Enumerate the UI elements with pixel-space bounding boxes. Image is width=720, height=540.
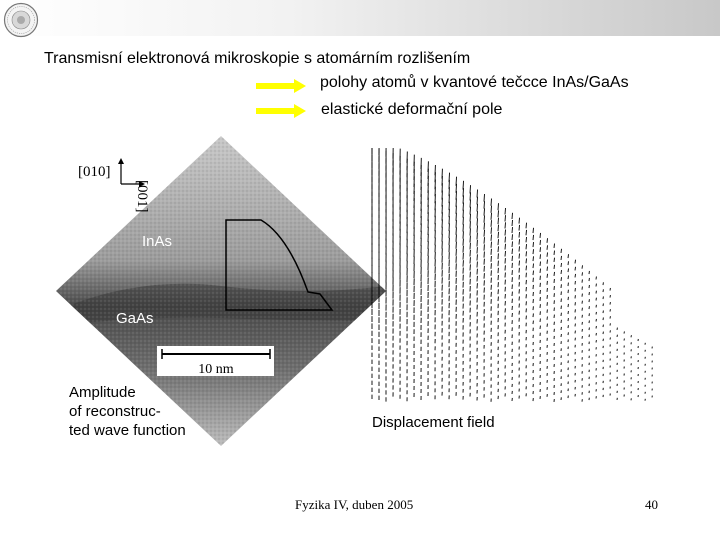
displacement-vector — [568, 268, 569, 272]
displacement-vector — [463, 195, 464, 203]
displacement-vector — [512, 241, 513, 247]
displacement-vector — [498, 218, 499, 225]
displacement-vector — [505, 237, 506, 243]
displacement-vector — [540, 254, 541, 259]
displacement-vector — [477, 197, 478, 205]
displacement-field-label: Displacement field — [372, 414, 495, 431]
displacement-vector — [477, 190, 478, 198]
displacement-vector — [484, 194, 485, 202]
figure-caption-line-1: Amplitude — [69, 384, 136, 401]
displacement-vector — [582, 265, 583, 268]
displacement-vector — [568, 254, 569, 258]
displacement-vector — [526, 244, 527, 249]
displacement-vector — [470, 192, 471, 200]
yellow-arrow-icon — [256, 103, 306, 119]
footer-text: Fyzika IV, duben 2005 — [295, 497, 414, 512]
displacement-vector — [575, 274, 576, 278]
scale-bar-label: 10 nm — [198, 362, 234, 377]
displacement-vector — [512, 220, 513, 226]
displacement-vector — [470, 207, 471, 215]
bullet-atom-positions: polohy atomů v kvantové tečcce InAs/GaAs — [320, 74, 629, 91]
displacement-vector — [540, 269, 541, 273]
displacement-vector — [512, 227, 513, 233]
displacement-vector — [561, 270, 562, 274]
displacement-vector — [519, 246, 520, 251]
displacement-vector — [491, 235, 492, 241]
displacement-vector — [533, 228, 534, 233]
displacement-vector — [540, 262, 541, 266]
displacement-vector — [470, 214, 471, 222]
displacement-vector — [519, 218, 520, 224]
displacement-vector — [477, 226, 478, 233]
displacement-vector — [512, 249, 513, 254]
displacement-vector — [575, 267, 576, 271]
slide-title: Transmisní elektronová mikroskopie s atomárním rozlišením — [44, 50, 471, 67]
displacement-vector — [512, 256, 513, 261]
displacement-field-plot — [366, 148, 662, 410]
displacement-vector — [498, 246, 499, 252]
displacement-vector — [484, 237, 485, 244]
displacement-vector — [491, 227, 492, 234]
displacement-vector — [519, 254, 520, 259]
displacement-vector — [484, 216, 485, 223]
displacement-vector — [540, 233, 541, 238]
displacement-vector — [561, 277, 562, 281]
bullet-strain-field: elastické deformační pole — [321, 101, 503, 118]
displacement-vector — [547, 267, 548, 271]
displacement-vector — [505, 230, 506, 236]
displacement-vector — [477, 204, 478, 212]
displacement-vector — [491, 213, 492, 220]
displacement-vector — [498, 203, 499, 210]
displacement-vector — [547, 260, 548, 264]
displacement-vector — [526, 258, 527, 263]
figure-caption-line-3: ted wave function — [69, 422, 186, 439]
displacement-vector — [505, 244, 506, 250]
displacement-vector — [554, 272, 555, 276]
displacement-vector — [484, 201, 485, 208]
displacement-vector — [561, 263, 562, 267]
displacement-vector — [533, 264, 534, 269]
displacement-vector — [463, 203, 464, 211]
university-seal-logo — [3, 2, 39, 38]
displacement-vector — [498, 210, 499, 217]
header-gradient-bar — [0, 0, 720, 36]
displacement-vector — [498, 232, 499, 238]
displacement-vector — [547, 252, 548, 256]
gaas-region-label: GaAs — [116, 310, 154, 327]
displacement-vector — [519, 261, 520, 266]
displacement-vector — [533, 271, 534, 276]
displacement-vector — [505, 208, 506, 215]
displacement-vector — [512, 213, 513, 219]
displacement-vector — [533, 235, 534, 240]
displacement-vector — [568, 276, 569, 280]
displacement-vector — [512, 234, 513, 240]
yellow-arrow-icon — [256, 78, 306, 94]
displacement-vector — [533, 242, 534, 247]
displacement-vector — [561, 249, 562, 253]
displacement-vector — [484, 230, 485, 237]
displacement-vector — [470, 185, 471, 193]
displacement-vector — [526, 237, 527, 242]
displacement-vector — [526, 230, 527, 235]
displacement-vector — [505, 251, 506, 257]
displacement-vector — [505, 222, 506, 228]
displacement-vector — [582, 272, 583, 275]
displacement-vector — [484, 223, 485, 230]
displacement-vector — [491, 206, 492, 213]
displacement-vector — [484, 208, 485, 215]
displacement-vector — [477, 218, 478, 225]
displacement-vector — [561, 256, 562, 260]
displacement-vector — [491, 242, 492, 248]
displacement-vector — [547, 238, 548, 243]
displacement-vector — [491, 220, 492, 227]
displacement-vector — [554, 244, 555, 248]
displacement-vector — [547, 274, 548, 278]
displacement-vector — [519, 225, 520, 231]
displacement-vector — [575, 260, 576, 264]
displacement-vector — [470, 200, 471, 208]
displacement-vector — [519, 239, 520, 244]
displacement-vector — [554, 265, 555, 269]
displacement-vector — [533, 256, 534, 261]
displacement-vector — [498, 225, 499, 231]
displacement-vector — [505, 215, 506, 221]
displacement-vector — [568, 261, 569, 265]
displacement-vector — [477, 211, 478, 218]
displacement-vector — [554, 258, 555, 262]
displacement-vector — [526, 223, 527, 229]
figure-caption-line-2: of reconstruc- — [69, 403, 161, 420]
displacement-vector — [540, 247, 541, 252]
displacement-vector — [540, 240, 541, 245]
page-number: 40 — [645, 497, 658, 512]
axis-label-001: [001] — [134, 180, 150, 213]
displacement-vector — [526, 251, 527, 256]
displacement-vector — [554, 251, 555, 255]
inas-region-label: InAs — [142, 233, 173, 250]
displacement-vector — [547, 245, 548, 250]
displacement-vector — [491, 199, 492, 206]
displacement-vector — [533, 249, 534, 254]
tem-micrograph-figure — [56, 136, 386, 446]
axis-label-010: [010] — [78, 164, 111, 180]
displacement-vector — [498, 239, 499, 245]
displacement-vector — [519, 232, 520, 238]
displacement-vector — [526, 266, 527, 271]
